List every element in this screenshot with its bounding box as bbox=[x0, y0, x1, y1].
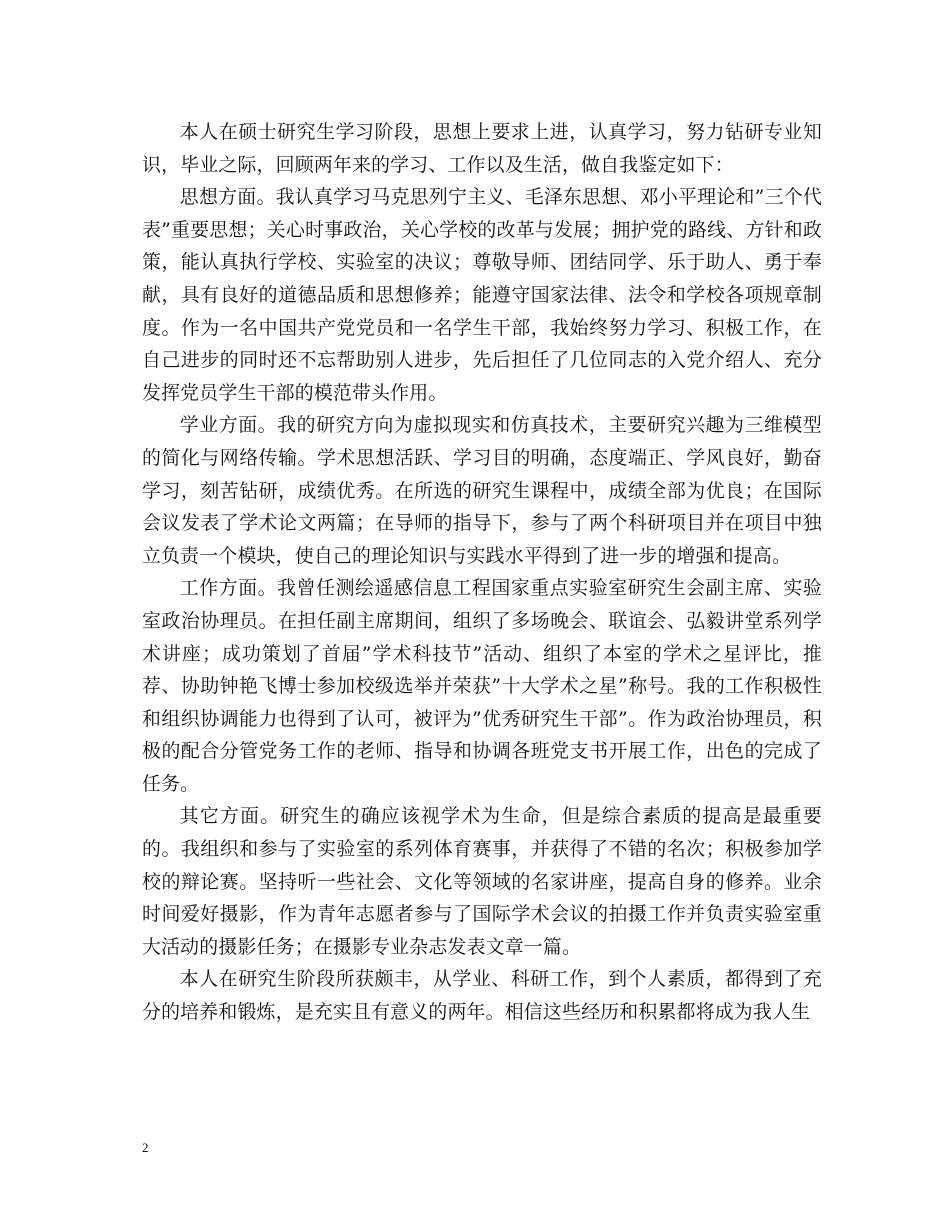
paragraph-other: 其它方面。研究生的确应该视学术为生命，但是综合素质的提高是最重要的。我组织和参与了实验室的系列体育赛事，并获得了不错的名次；积极参加学校的辩论赛。坚持听一些社会、文化等领域的名家讲座，提高自身的修养。业余时间爱好摄影，作为青年志愿者参与了国际学术会议的拍摄工作并负责实验室重大活动的摄影任务；在摄影专业杂志发表文章一篇。 bbox=[142, 805, 822, 958]
paragraph-intro: 本人在硕士研究生学习阶段，思想上要求上进，认真学习，努力钻研专业知识，毕业之际，回顾两年来的学习、工作以及生活，做自我鉴定如下： bbox=[142, 121, 822, 176]
page-number: 2 bbox=[142, 1140, 149, 1155]
paragraph-work: 工作方面。我曾任测绘遥感信息工程国家重点实验室研究生会副主席、实验室政治协理员。在担任副主席期间，组织了多场晚会、联谊会、弘毅讲堂系列学术讲座；成功策划了首届”学术科技节”活动、组织了本室的学术之星评比，推荐、协助钟艳飞博士参加校级选举并荣获”十大学术之星”称号。我的工作积极性和组织协调能力也得到了认可，被评为”优秀研究生干部”。作为政治协理员，积极的配合分管党务工作的老师、指导和协调各班党支书开展工作，出色的完成了任务。 bbox=[142, 577, 822, 795]
paragraph-ideology: 思想方面。我认真学习马克思列宁主义、毛泽东思想、邓小平理论和”三个代表”重要思想；关心时事政治，关心学校的改革与发展；拥护党的路线、方针和政策，能认真执行学校、实验室的决议；尊敬导师、团结同学、乐于助人、勇于奉献，具有良好的道德品质和思想修养；能遵守国家法律、法令和学校各项规章制度。作为一名中国共产党党员和一名学生干部，我始终努力学习、积极工作，在自己进步的同时还不忘帮助别人进步，先后担任了几位同志的入党介绍人、充分发挥党员学生干部的模范带头作用。 bbox=[142, 186, 822, 404]
paragraph-conclusion: 本人在研究生阶段所获颇丰，从学业、科研工作，到个人素质，都得到了充分的培养和锻炼，是充实且有意义的两年。相信这些经历和积累都将成为我人生 bbox=[142, 968, 822, 1024]
paragraph-academics: 学业方面。我的研究方向为虚拟现实和仿真技术，主要研究兴趣为三维模型的简化与网络传输。学术思想活跃、学习目的明确，态度端正、学风良好，勤奋学习，刻苦钻研，成绩优秀。在所选的研究生课程中，成绩全部为优良；在国际会议发表了学术论文两篇；在导师的指导下，参与了两个科研项目并在项目中独立负责一个模块，使自己的理论知识与实践水平得到了进一步的增强和提高。 bbox=[142, 414, 822, 567]
document-body bbox=[142, 116, 822, 1029]
